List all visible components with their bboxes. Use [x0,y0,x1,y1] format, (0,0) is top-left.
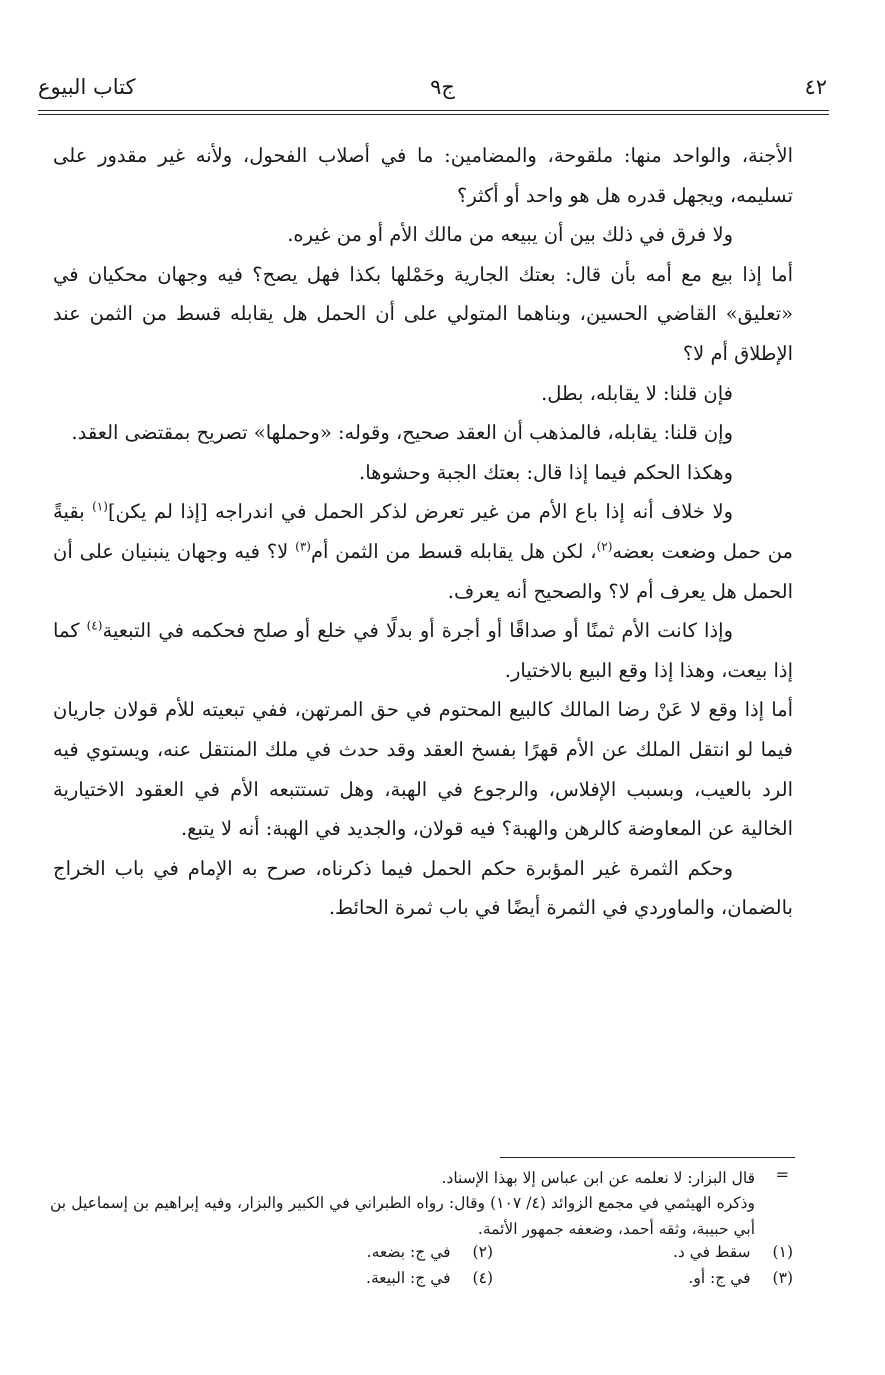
volume-label: ج٩ [430,75,455,99]
footnote-row [273,1266,793,1290]
main-text [53,136,793,928]
footnote-number: (٤) [472,1269,493,1287]
paragraph [53,492,793,611]
text-run: لا؟ فيه وجهان ينبنيان على أن الحمل هل يعرف أم لا؟ والصحيح أنه يعرف. [53,539,793,603]
footnote-row [273,1240,793,1264]
footnote-text: قال البزار: لا نعلمه عن ابن عباس إلا بهذا الإسناد. [441,1169,755,1187]
paragraph: وحكم الثمرة غير المؤبرة حكم الحمل فيما ذكرناه، صرح به الإمام في باب الخراج بالضمان، والماوردي في الثمرة أيضًا في باب ثمرة الحائط. [53,856,793,920]
page-number: ٤٢ [804,75,827,99]
footnote-ref[interactable]: (٤) [86,618,103,633]
footnote-number: (٢) [472,1243,493,1261]
footnote-ref[interactable]: (٣) [295,539,311,554]
footnote-text: سقط في د. [672,1243,751,1261]
header-rule-bottom [38,114,829,115]
footnote-number: (٣) [772,1269,793,1287]
text-run: ولا خلاف أنه إذا باع الأم من غير تعرض لذكر الحمل في اندراجه [إذا لم يكن] [107,500,733,524]
footnote-number: (١) [772,1243,793,1261]
book-title: كتاب البيوع [38,75,136,99]
paragraph: ولا فرق في ذلك بين أن يبيعه من مالك الأم أو من غيره. [287,223,733,247]
footnote-text: في ج: البيعة. [366,1269,451,1287]
header-rule-top [38,110,829,111]
footnote-text: وذكره الهيثمي في مجمع الزوائد (٤/ ١٠٧) وقال: رواه الطبراني في الكبير والبزار، وفيه إبراهيم بن إسماعيل بن أبي حبيبة، وثقه أحمد، وضعفه جمهور الأئمة. [50,1194,756,1238]
footnote [673,1240,793,1264]
footnote [367,1240,493,1264]
footnote-ref[interactable]: (١) [92,499,108,514]
paragraph: فإن قلنا: لا يقابله، بطل. [541,381,733,405]
paragraph: أما إذا بيع مع أمه بأن قال: بعتك الجارية وحَمْلها بكذا فهل يصح؟ فيه وجهان محكيان في «تعليق» القاضي الحسين، وبناهما المتولي على أن الحمل هل يقابله قسط من الثمن عند الإطلاق أم لا؟ [53,262,793,365]
paragraph: الأجنة، والواحد منها: ملقوحة، والمضامين: ما في أصلاب الفحول، ولأنه غير مقدور على تسليمه، ويجهل قدره هل هو واحد أو أكثر؟ [53,144,793,207]
paragraph: وهكذا الحكم فيما إذا قال: بعتك الجبة وحشوها. [359,460,733,484]
text-run: ، لكن هل يقابله قسط من الثمن أم [310,539,597,563]
footnote [688,1266,793,1290]
footnote-text: في ج: أو. [688,1269,751,1287]
paragraph: وإن قلنا: يقابله، فالمذهب أن العقد صحيح، وقوله: «وحملها» تصريح بمقتضى العقد. [71,421,733,445]
text-run: بقيةً من حمل وضعت بعضه [53,500,793,563]
paragraph [53,611,793,690]
paragraph: أما إذا وقع لا عَنْ رضا المالك كالبيع المحتوم في حق المرتهن، ففي تبعيته للأم قولان جاريان فيما لو انتقل الملك عن الأم قهرًا بفسخ العقد وقد حدث في ملك المنتقل عنه، ويستوي فيه الرد بالعيب، وبسبب الإفلاس، والرجوع في الهبة، وهل تستتبعه الأم في العقود الاختيارية الخالية عن المعاوضة كالرهن والهبة؟ فيه قولان، والجديد في الهبة: أنه لا يتبع. [53,698,793,841]
footnote [366,1266,493,1290]
text-run: كما إذا بيعت، وهذا إذا وقع البيع بالاختيار. [53,619,793,682]
text-run: وإذا كانت الأم ثمنًا أو صداقًا أو أجرة أو بدلًا في خلع أو صلح فحكمه في التبعية [102,619,733,643]
footnote-ref[interactable]: (٢) [596,539,613,554]
footnote-continuation-mark: = [775,1165,789,1184]
footnote-separator [500,1157,795,1158]
footnotes-continued [50,1166,755,1242]
footnote-text: في ج: بضعه. [366,1243,451,1261]
